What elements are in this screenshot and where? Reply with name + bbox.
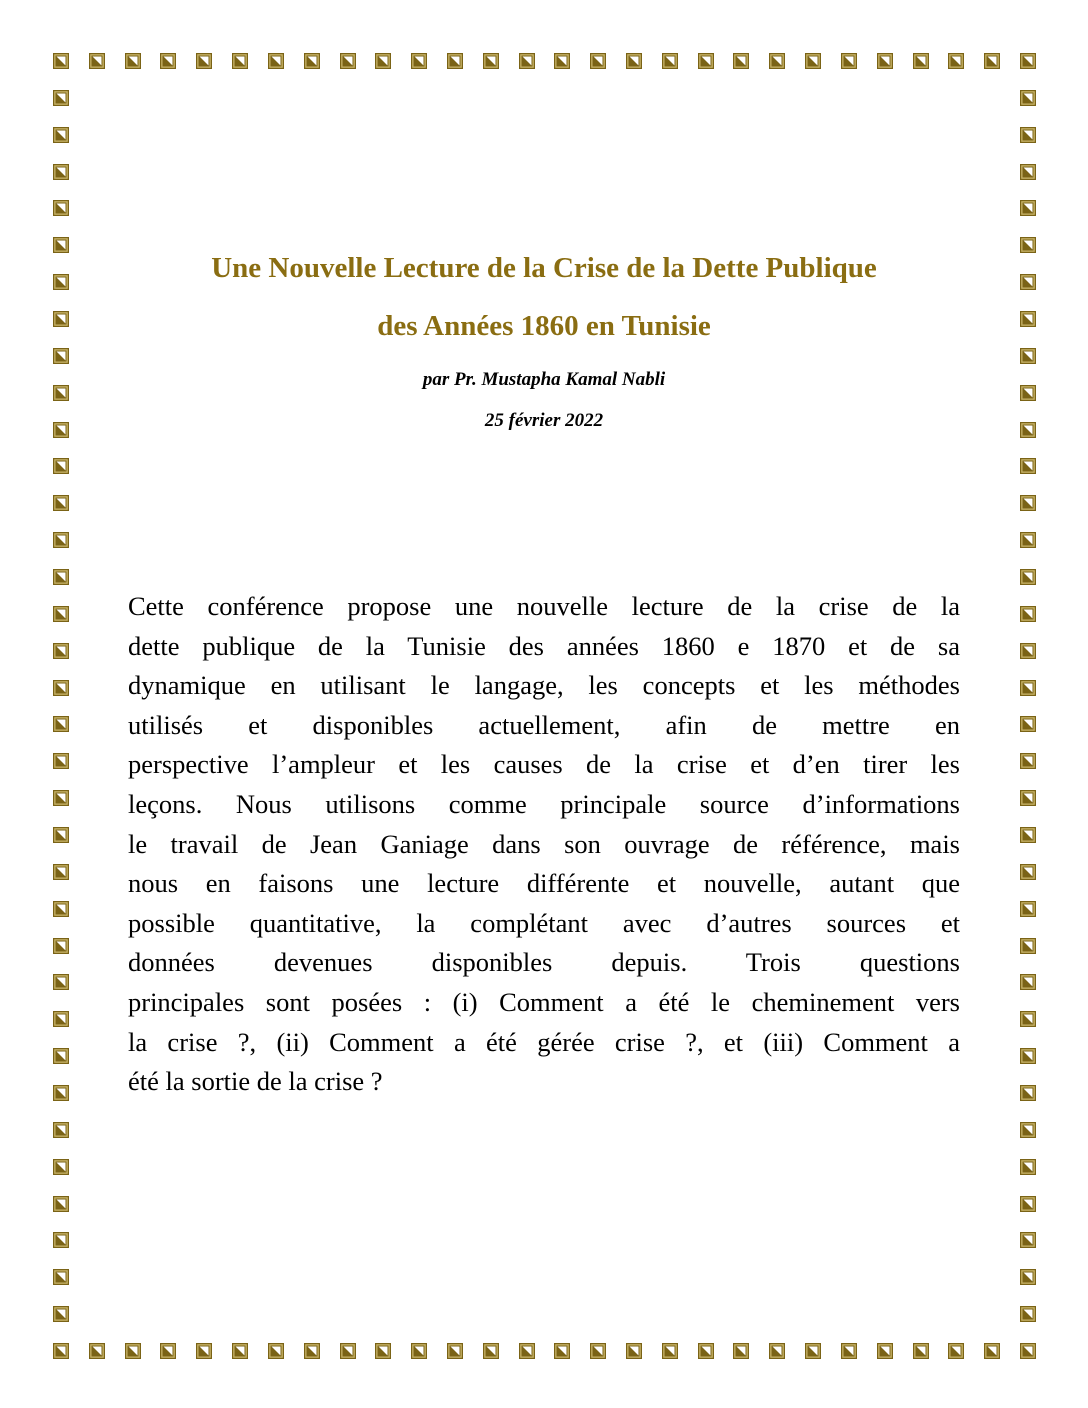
square-ornament-icon [805, 53, 821, 69]
square-ornament-icon [53, 200, 69, 216]
square-ornament-icon [447, 53, 463, 69]
square-ornament-icon [411, 53, 427, 69]
square-ornament-icon [53, 827, 69, 843]
square-ornament-icon [53, 1306, 69, 1322]
square-ornament-icon [1020, 753, 1036, 769]
square-ornament-icon [53, 422, 69, 438]
square-ornament-icon [554, 1343, 570, 1359]
square-ornament-icon [698, 53, 714, 69]
square-ornament-icon [769, 1343, 785, 1359]
square-ornament-icon [53, 643, 69, 659]
abstract-line: Cette conférence propose une nouvelle lecture de la crise de la [128, 591, 960, 621]
square-ornament-icon [1020, 311, 1036, 327]
square-ornament-icon [948, 1343, 964, 1359]
square-ornament-icon [447, 1343, 463, 1359]
square-ornament-icon [53, 716, 69, 732]
square-ornament-icon [483, 1343, 499, 1359]
abstract-line: leçons. Nous utilisons comme principale source d’informations [128, 788, 960, 819]
square-ornament-icon [1020, 1085, 1036, 1101]
square-ornament-icon [268, 53, 284, 69]
square-ornament-icon [53, 753, 69, 769]
square-ornament-icon [1020, 643, 1036, 659]
square-ornament-icon [125, 53, 141, 69]
square-ornament-icon [1020, 974, 1036, 990]
square-ornament-icon [53, 1048, 69, 1064]
square-ornament-icon [841, 1343, 857, 1359]
square-ornament-icon [1020, 348, 1036, 364]
square-ornament-icon [483, 53, 499, 69]
square-ornament-icon [375, 1343, 391, 1359]
square-ornament-icon [53, 1085, 69, 1101]
square-ornament-icon [89, 53, 105, 69]
square-ornament-icon [196, 53, 212, 69]
square-ornament-icon [375, 53, 391, 69]
square-ornament-icon [1020, 716, 1036, 732]
square-ornament-icon [53, 901, 69, 917]
abstract-line: possible quantitative, la complétant avec d’autres sources et [128, 907, 960, 938]
author-byline: par Pr. Mustapha Kamal Nabli [422, 369, 666, 390]
square-ornament-icon [698, 1343, 714, 1359]
square-ornament-icon [53, 348, 69, 364]
square-ornament-icon [1020, 864, 1036, 880]
square-ornament-icon [590, 1343, 606, 1359]
square-ornament-icon [53, 495, 69, 511]
square-ornament-icon [53, 569, 69, 585]
square-ornament-icon [53, 90, 69, 106]
square-ornament-icon [1020, 827, 1036, 843]
square-ornament-icon [53, 938, 69, 954]
square-ornament-icon [1020, 790, 1036, 806]
square-ornament-icon [1020, 1306, 1036, 1322]
page-title-line-2: des Années 1860 en Tunisie [377, 310, 711, 342]
square-ornament-icon [232, 53, 248, 69]
square-ornament-icon [590, 53, 606, 69]
square-ornament-icon [53, 974, 69, 990]
square-ornament-icon [1020, 606, 1036, 622]
square-ornament-icon [53, 680, 69, 696]
square-ornament-icon [519, 53, 535, 69]
square-ornament-icon [519, 1343, 535, 1359]
square-ornament-icon [626, 53, 642, 69]
square-ornament-icon [53, 1232, 69, 1248]
square-ornament-icon [1020, 164, 1036, 180]
abstract-line: données devenues disponibles depuis. Trois questions [128, 947, 960, 978]
square-ornament-icon [53, 458, 69, 474]
square-ornament-icon [53, 1011, 69, 1027]
square-ornament-icon [1020, 1048, 1036, 1064]
abstract-paragraph [128, 587, 960, 1102]
square-ornament-icon [53, 1343, 69, 1359]
square-ornament-icon [1020, 422, 1036, 438]
square-ornament-icon [805, 1343, 821, 1359]
square-ornament-icon [662, 53, 678, 69]
square-ornament-icon [1020, 200, 1036, 216]
abstract-line: dynamique en utilisant le langage, les concepts et les méthodes [128, 670, 960, 701]
square-ornament-icon [89, 1343, 105, 1359]
square-ornament-icon [841, 53, 857, 69]
square-ornament-icon [53, 1269, 69, 1285]
abstract-line: dette publique de la Tunisie des années 1860 e 1870 et de sa [128, 630, 960, 661]
square-ornament-icon [340, 53, 356, 69]
square-ornament-icon [948, 53, 964, 69]
square-ornament-icon [53, 790, 69, 806]
square-ornament-icon [53, 237, 69, 253]
square-ornament-icon [53, 274, 69, 290]
square-ornament-icon [53, 864, 69, 880]
square-ornament-icon [1020, 901, 1036, 917]
square-ornament-icon [53, 606, 69, 622]
square-ornament-icon [1020, 458, 1036, 474]
square-ornament-icon [1020, 237, 1036, 253]
square-ornament-icon [913, 53, 929, 69]
page-title-line-1: Une Nouvelle Lecture de la Crise de la Dette Publique [211, 252, 877, 284]
square-ornament-icon [1020, 385, 1036, 401]
square-ornament-icon [196, 1343, 212, 1359]
square-ornament-icon [1020, 1196, 1036, 1212]
square-ornament-icon [53, 385, 69, 401]
square-ornament-icon [53, 1122, 69, 1138]
square-ornament-icon [662, 1343, 678, 1359]
abstract-line: la crise ?, (ii) Comment a été gérée crise ?, et (iii) Comment a [128, 1026, 960, 1057]
square-ornament-icon [984, 53, 1000, 69]
square-ornament-icon [304, 53, 320, 69]
square-ornament-icon [1020, 90, 1036, 106]
square-ornament-icon [877, 53, 893, 69]
square-ornament-icon [1020, 53, 1036, 69]
square-ornament-icon [53, 127, 69, 143]
square-ornament-icon [877, 1343, 893, 1359]
square-ornament-icon [769, 53, 785, 69]
abstract-line: le travail de Jean Ganiage dans son ouvrage de référence, mais [128, 828, 960, 859]
square-ornament-icon [411, 1343, 427, 1359]
square-ornament-icon [1020, 1011, 1036, 1027]
publication-date: 25 février 2022 [484, 410, 604, 431]
square-ornament-icon [1020, 938, 1036, 954]
abstract-line: principales sont posées : (i) Comment a été le cheminement vers [128, 986, 960, 1017]
square-ornament-icon [1020, 1159, 1036, 1175]
square-ornament-icon [160, 1343, 176, 1359]
square-ornament-icon [1020, 495, 1036, 511]
square-ornament-icon [53, 311, 69, 327]
square-ornament-icon [984, 1343, 1000, 1359]
square-ornament-icon [125, 1343, 141, 1359]
square-ornament-icon [53, 53, 69, 69]
square-ornament-icon [1020, 274, 1036, 290]
square-ornament-icon [232, 1343, 248, 1359]
square-ornament-icon [1020, 1343, 1036, 1359]
square-ornament-icon [626, 1343, 642, 1359]
square-ornament-icon [53, 1159, 69, 1175]
square-ornament-icon [733, 1343, 749, 1359]
square-ornament-icon [1020, 1122, 1036, 1138]
square-ornament-icon [160, 53, 176, 69]
square-ornament-icon [1020, 1232, 1036, 1248]
square-ornament-icon [304, 1343, 320, 1359]
square-ornament-icon [913, 1343, 929, 1359]
square-ornament-icon [340, 1343, 356, 1359]
square-ornament-icon [1020, 680, 1036, 696]
square-ornament-icon [1020, 127, 1036, 143]
abstract-line: été la sortie de la crise ? [128, 1066, 383, 1097]
abstract-line: utilisés et disponibles actuellement, afin de mettre en [128, 709, 960, 740]
square-ornament-icon [53, 1196, 69, 1212]
square-ornament-icon [733, 53, 749, 69]
square-ornament-icon [53, 164, 69, 180]
abstract-line: nous en faisons une lecture différente et nouvelle, autant que [128, 868, 960, 899]
square-ornament-icon [268, 1343, 284, 1359]
square-ornament-icon [1020, 1269, 1036, 1285]
square-ornament-icon [554, 53, 570, 69]
square-ornament-icon [1020, 569, 1036, 585]
square-ornament-icon [53, 532, 69, 548]
square-ornament-icon [1020, 532, 1036, 548]
abstract-line: perspective l’ampleur et les causes de la crise et d’en tirer les [128, 749, 960, 780]
